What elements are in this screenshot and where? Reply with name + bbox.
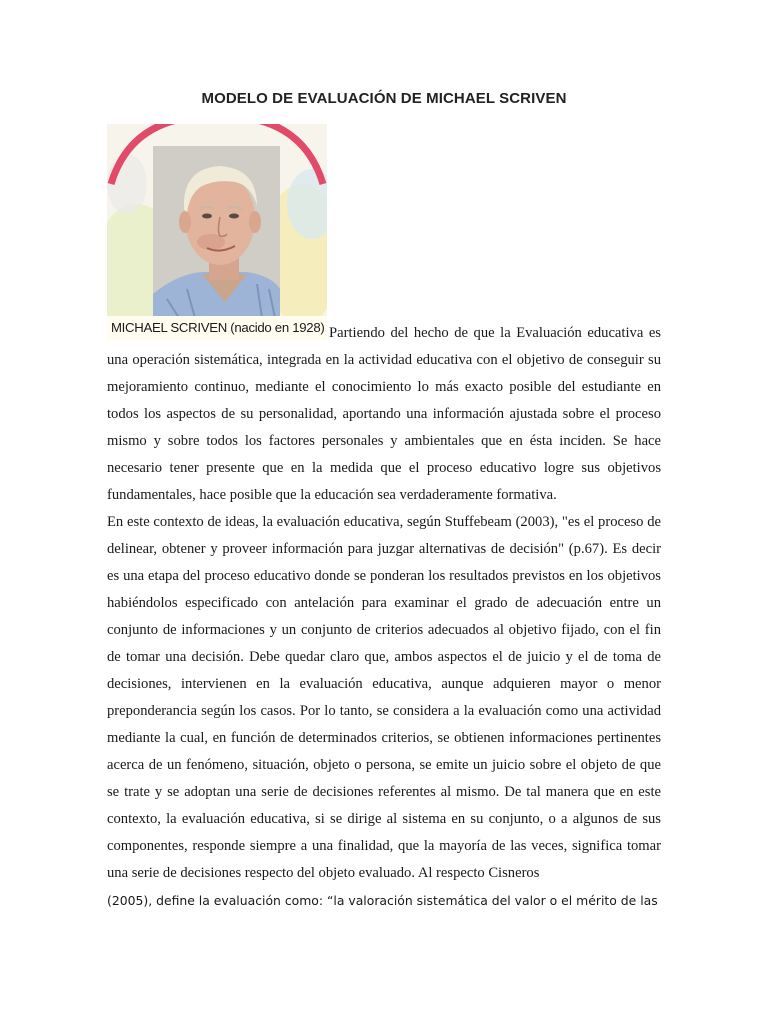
photo-caption: MICHAEL SCRIVEN (nacido en 1928) <box>107 316 327 340</box>
document-title: MODELO DE EVALUACIÓN DE MICHAEL SCRIVEN <box>201 90 567 107</box>
document-body <box>107 320 661 914</box>
portrait-illustration <box>107 124 327 340</box>
portrait-photo <box>107 124 327 340</box>
paragraph-cisneros: (2005), define la evaluación como: “la valoración sistemática del valor o el mérito de las <box>107 893 658 908</box>
paragraph-intro: Partiendo del hecho de que la Evaluación educativa es una operación sistemática, integrada en la actividad educativa con el objetivo de conseguir su mejoramiento continuo, mediante el conocimiento lo más exacto posible del estudiante en todos los aspectos de su personalidad, aportando una información ajustada sobre el proceso mismo y sobre todos los factores personales y ambientales que en ésta inciden. Se hace necesario tener presente que en la medida que el proceso educativo logre sus objetivos fundamentales, hace posible que la educación sea verdaderamente formativa. <box>107 325 661 503</box>
paragraph-context: En este contexto de ideas, la evaluación educativa, según Stuffebeam (2003), "es el proceso de delinear, obtener y proveer información para juzgar alternativas de decisión" (p.67). Es decir es una etapa del proceso educativo donde se ponderan los resultados previstos en los objetivos habiéndolos especificado con antelación para examinar el grado de adecuación entre un conjunto de informaciones y un conjunto de criterios adecuados al objetivo fijado, con el fin de tomar una decisión. Debe quedar claro que, ambos aspectos el de juicio y el de toma de decisiones, intervienen en la evaluación educativa, aunque adquieren mayor o menor preponderancia según los casos. Por lo tanto, se considera a la evaluación como una actividad mediante la cual, en función de determinados criterios, se obtienen informaciones pertinentes acerca de un fenómeno, situación, objeto o persona, se emite un juicio sobre el objeto de que se trate y se adoptan una serie de decisiones referentes al mismo. De tal manera que en este contexto, la evaluación educativa, si se dirige al sistema en su conjunto, o a algunos de sus componentes, responde siempre a una finalidad, que la mayoría de las veces, significa tomar una serie de decisiones respecto del objeto evaluado. Al respecto Cisneros <box>107 514 661 881</box>
